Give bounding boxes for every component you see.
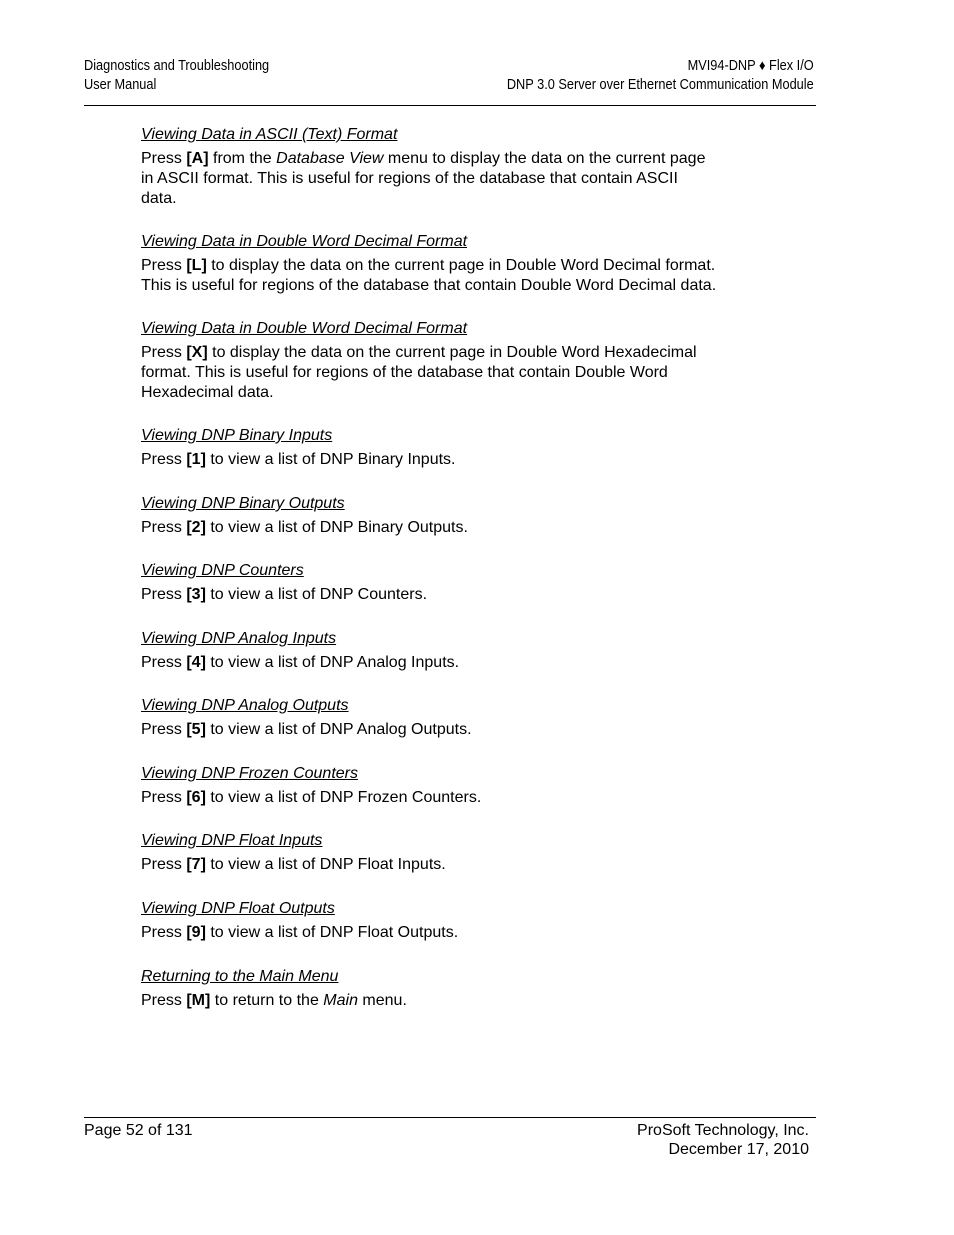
- section: [141, 763, 771, 808]
- publication-date: December 17, 2010: [668, 1141, 809, 1158]
- body-text: Press: [141, 992, 187, 1009]
- body-text: data.: [141, 190, 177, 207]
- body-text: to return to the: [210, 992, 324, 1009]
- emphasis-text: Database View: [276, 150, 384, 167]
- header-chapter: Diagnostics and Troubleshooting: [84, 58, 270, 74]
- header-product: MVI94-DNP ♦ Flex I/O: [687, 58, 814, 74]
- key-shortcut: [X]: [186, 344, 208, 361]
- section-body: [141, 855, 771, 875]
- section-body: [141, 518, 771, 538]
- section: [141, 898, 771, 943]
- company-name: ProSoft Technology, Inc.: [637, 1122, 809, 1139]
- section: [141, 124, 771, 209]
- section: [141, 966, 771, 1011]
- footer-right: [637, 1121, 809, 1159]
- section-body: [141, 991, 771, 1011]
- section-heading: Viewing Data in Double Word Decimal Format: [141, 320, 468, 337]
- body-text: to view a list of DNP Frozen Counters.: [205, 789, 482, 806]
- section: [141, 318, 771, 403]
- body-text: to view a list of DNP Float Inputs.: [205, 856, 446, 873]
- key-shortcut: [L]: [186, 257, 207, 274]
- body-text: Press: [141, 150, 187, 167]
- body-text: format. This is useful for regions of the database that contain Double Word: [141, 364, 668, 381]
- section: [141, 231, 771, 296]
- section: [141, 560, 771, 605]
- body-text: to view a list of DNP Counters.: [205, 586, 428, 603]
- body-text: Press: [141, 721, 187, 738]
- page-footer: [84, 1117, 816, 1168]
- body-text: Press: [141, 257, 187, 274]
- body-text: Press: [141, 344, 187, 361]
- body-text: Press: [141, 586, 187, 603]
- key-shortcut: [M]: [186, 992, 211, 1009]
- key-shortcut: [3]: [186, 586, 206, 603]
- section-heading: Viewing DNP Counters: [141, 562, 304, 579]
- section-heading: Viewing DNP Binary Outputs: [141, 495, 345, 512]
- section-body: [141, 653, 771, 673]
- page-header: [84, 57, 816, 106]
- section-heading: Viewing DNP Float Inputs: [141, 832, 323, 849]
- section-heading: Viewing Data in Double Word Decimal Format: [141, 233, 468, 250]
- section: [141, 695, 771, 740]
- key-shortcut: [7]: [186, 856, 206, 873]
- footer-left: [84, 1121, 193, 1140]
- key-shortcut: [A]: [186, 150, 209, 167]
- body-text: Hexadecimal data.: [141, 384, 274, 401]
- body-text: to view a list of DNP Binary Outputs.: [205, 519, 468, 536]
- section: [141, 425, 771, 470]
- emphasis-text: Main: [323, 992, 358, 1009]
- body-text: from the: [208, 150, 277, 167]
- body-text: in ASCII format. This is useful for regions of the database that contain ASCII: [141, 170, 678, 187]
- header-left: [84, 57, 269, 95]
- section-body: [141, 720, 771, 740]
- section: [141, 628, 771, 673]
- key-shortcut: [5]: [186, 721, 206, 738]
- body-text: to view a list of DNP Binary Inputs.: [205, 451, 456, 468]
- body-text: Press: [141, 519, 187, 536]
- body-text: to display the data on the current page in Double Word Hexadecimal: [207, 344, 697, 361]
- section-heading: Viewing Data in ASCII (Text) Format: [141, 126, 398, 143]
- body-text: Press: [141, 856, 187, 873]
- key-shortcut: [6]: [186, 789, 206, 806]
- section: [141, 830, 771, 875]
- section-heading: Viewing DNP Float Outputs: [141, 900, 335, 917]
- section-body: [141, 149, 771, 209]
- section-heading: Viewing DNP Binary Inputs: [141, 427, 333, 444]
- header-right: [507, 57, 814, 95]
- body-text: to view a list of DNP Analog Outputs.: [205, 721, 472, 738]
- section-heading: Returning to the Main Menu: [141, 968, 339, 985]
- body-text: Press: [141, 924, 187, 941]
- section-heading: Viewing DNP Analog Outputs: [141, 697, 349, 714]
- body-text: Press: [141, 451, 187, 468]
- section-body: [141, 450, 771, 470]
- page-content: [141, 124, 771, 1011]
- body-text: to view a list of DNP Analog Inputs.: [205, 654, 460, 671]
- section-body: [141, 788, 771, 808]
- body-text: This is useful for regions of the database that contain Double Word Decimal data.: [141, 277, 717, 294]
- section-heading: Viewing DNP Frozen Counters: [141, 765, 358, 782]
- body-text: menu.: [357, 992, 407, 1009]
- section-body: [141, 585, 771, 605]
- header-module: DNP 3.0 Server over Ethernet Communication Module: [507, 77, 814, 93]
- section-body: [141, 256, 771, 296]
- body-text: to display the data on the current page in Double Word Decimal format.: [206, 257, 716, 274]
- section-heading: Viewing DNP Analog Inputs: [141, 630, 337, 647]
- body-text: menu to display the data on the current page: [383, 150, 706, 167]
- key-shortcut: [2]: [186, 519, 206, 536]
- key-shortcut: [9]: [186, 924, 206, 941]
- body-text: Press: [141, 789, 187, 806]
- page-number: Page 52 of 131: [84, 1122, 193, 1139]
- header-doc-type: User Manual: [84, 77, 157, 93]
- section: [141, 493, 771, 538]
- key-shortcut: [4]: [186, 654, 206, 671]
- section-body: [141, 923, 771, 943]
- key-shortcut: [1]: [186, 451, 206, 468]
- body-text: to view a list of DNP Float Outputs.: [205, 924, 459, 941]
- body-text: Press: [141, 654, 187, 671]
- section-body: [141, 343, 771, 403]
